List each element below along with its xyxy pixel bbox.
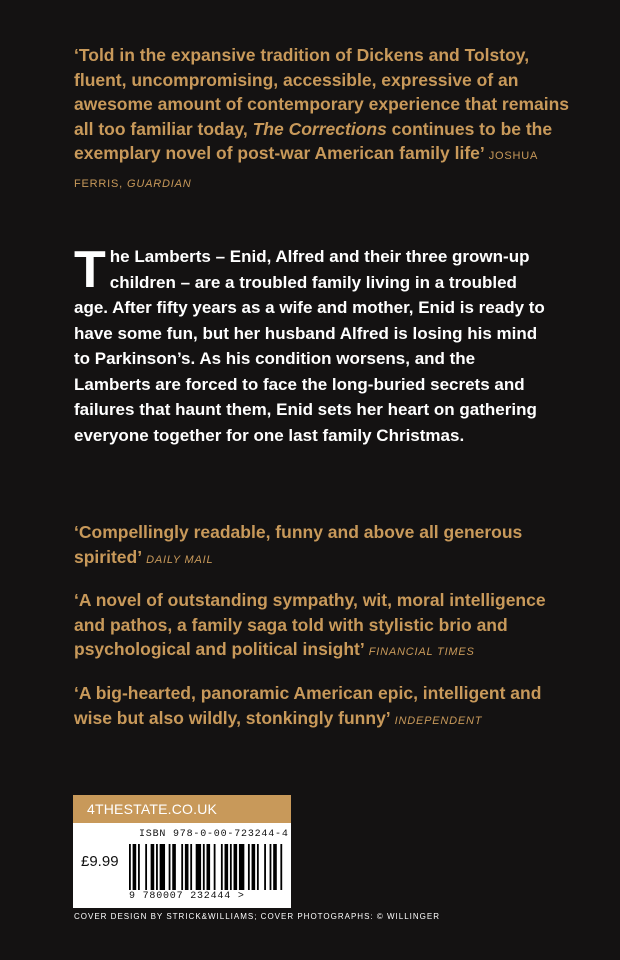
quote-source: DAILY MAIL — [146, 553, 214, 566]
barcode-bar — [185, 844, 189, 890]
quote-text-end: continues to be the exemplary novel of post-war American family life’ — [74, 118, 553, 163]
quote-source: FINANCIAL TIMES — [368, 646, 475, 658]
barcode-bar — [257, 844, 259, 890]
barcode-panel — [73, 795, 291, 908]
quote-independent — [74, 681, 574, 733]
barcode-bar — [156, 844, 158, 890]
barcode-bar — [129, 844, 131, 890]
synopsis-text: he Lamberts – Enid, Alfred and their three grown-up children – are a troubled family living in a troubled age. After fifty years as a wife and mother, Enid is ready to have some fun, but her husband Alfred is losing his mind to Parkinson’s. As his condition worsens, and the Lamberts are forced to face the long-buried secrets and failures that haunt them, Enid sets her heart on gathering everyone together for one last family Christmas. — [74, 247, 545, 445]
barcode-bar — [138, 844, 140, 890]
website-url: 4THESTATE.CO.UK — [87, 801, 218, 817]
barcode-bar — [181, 844, 183, 890]
drop-cap: T — [74, 241, 106, 299]
barcode-bar — [252, 844, 256, 890]
quote-guardian — [74, 43, 574, 196]
barcode-bar — [160, 844, 165, 890]
price-label: £9.99 — [81, 853, 119, 870]
quote-source: INDEPENDENT — [394, 714, 483, 727]
quote-attribution: JOSHUA FERRIS, — [74, 150, 538, 190]
barcode-bar — [230, 844, 232, 890]
synopsis — [74, 241, 554, 448]
quote-text: ‘Compellingly readable, funny and above all generous spirited’ — [74, 522, 523, 567]
barcode-bar — [145, 844, 147, 890]
barcode-bar — [196, 844, 201, 890]
barcode-bar — [234, 844, 238, 890]
barcode-bar — [207, 844, 211, 890]
book-title: The Corrections — [252, 118, 387, 139]
quote-text: ‘A novel of outstanding sympathy, wit, moral intelligence and pathos, a family saga told with stylistic brio and psychological and political insight’ — [74, 590, 546, 659]
cover-credits: COVER DESIGN BY STRICK&WILLIAMS; COVER PHOTOGRAPHS: © WILLINGER — [74, 912, 440, 921]
quote-daily-mail — [74, 520, 574, 572]
quote-financial-times — [74, 588, 574, 665]
barcode-bar — [151, 844, 155, 890]
barcode-bar — [225, 844, 229, 890]
barcode-bar — [239, 844, 244, 890]
barcode-bar — [270, 844, 272, 890]
isbn-number: ISBN 978-0-00-723244-4 — [139, 829, 289, 840]
barcode-bar — [248, 844, 250, 890]
barcode-bar — [190, 844, 192, 890]
quote-text-start: ‘Told in the expansive tradition of Dickens and Tolstoy, fluent, uncompromising, accessible, expressive of an awesome amount of contemporary experience that remains all too familiar today, — [74, 45, 570, 139]
quote-text: ‘A big-hearted, panoramic American epic, intelligent and wise but also wildly, stonkingly funny’ — [74, 683, 542, 728]
quote-source: GUARDIAN — [127, 177, 192, 190]
barcode-bars — [129, 844, 284, 890]
barcode-bar — [273, 844, 277, 890]
barcode-bar — [221, 844, 223, 890]
barcode-bar — [264, 844, 266, 890]
website-strip — [73, 795, 291, 823]
barcode-digits: 9 780007 232444 > — [129, 891, 245, 902]
barcode-bar — [214, 844, 216, 890]
barcode-bar — [280, 844, 282, 890]
barcode-bar — [133, 844, 137, 890]
barcode-bar — [203, 844, 205, 890]
barcode-bar — [172, 844, 176, 890]
barcode-bar — [169, 844, 171, 890]
